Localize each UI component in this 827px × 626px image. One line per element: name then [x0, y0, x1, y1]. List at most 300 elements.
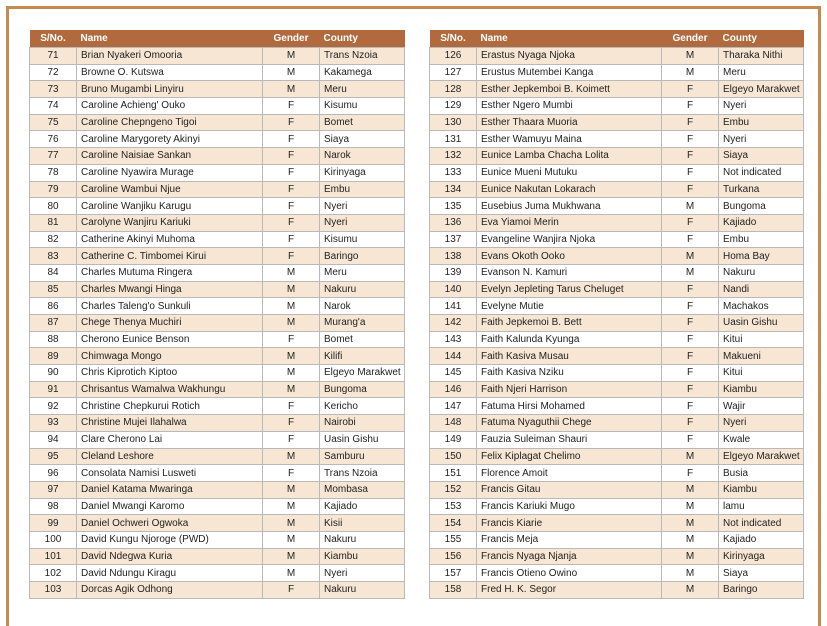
cell-name: Erustus Mutembei Kanga [477, 64, 662, 81]
cell-county: Kirinyaga [320, 164, 405, 181]
cell-name: Francis Otieno Owino [477, 565, 662, 582]
cell-gender: M [263, 448, 320, 465]
table-row [430, 481, 804, 498]
cell-sno: 143 [430, 331, 477, 348]
cell-county: Busia [719, 465, 804, 482]
cell-gender: M [263, 565, 320, 582]
cell-gender: M [263, 481, 320, 498]
cell-county: Elgeyo Marakwet [320, 365, 405, 382]
table-row [30, 531, 405, 548]
table-row [430, 515, 804, 532]
cell-county: Kiambu [320, 548, 405, 565]
table-row [430, 114, 804, 131]
cell-county: Siaya [719, 565, 804, 582]
table-row [30, 415, 405, 432]
table-row [430, 498, 804, 515]
cell-sno: 84 [30, 264, 77, 281]
cell-gender: F [662, 365, 719, 382]
cell-name: Chimwaga Mongo [77, 348, 263, 365]
cell-gender: M [263, 48, 320, 65]
cell-sno: 132 [430, 148, 477, 165]
cell-sno: 149 [430, 431, 477, 448]
table-row [430, 214, 804, 231]
cell-gender: F [263, 214, 320, 231]
table-row [430, 231, 804, 248]
cell-gender: F [263, 114, 320, 131]
table-row [430, 198, 804, 215]
cell-gender: F [263, 582, 320, 599]
table-row [430, 64, 804, 81]
cell-county: Meru [719, 64, 804, 81]
cell-sno: 158 [430, 582, 477, 599]
cell-name: Francis Kariuki Mugo [477, 498, 662, 515]
cell-county: Elgeyo Marakwet [719, 81, 804, 98]
cell-gender: M [662, 64, 719, 81]
cell-gender: M [263, 365, 320, 382]
cell-gender: F [662, 315, 719, 332]
table-row [430, 348, 804, 365]
cell-county: Kisumu [320, 98, 405, 115]
cell-gender: F [263, 198, 320, 215]
cell-gender: M [263, 315, 320, 332]
table-row [430, 465, 804, 482]
cell-gender: F [662, 348, 719, 365]
cell-sno: 103 [30, 582, 77, 599]
cell-gender: M [263, 381, 320, 398]
cell-county: Kajiado [719, 214, 804, 231]
table-row [30, 148, 405, 165]
table-row [30, 81, 405, 98]
cell-sno: 89 [30, 348, 77, 365]
cell-gender: F [263, 248, 320, 265]
cell-sno: 95 [30, 448, 77, 465]
cell-name: Consolata Namisi Lusweti [77, 465, 263, 482]
cell-sno: 142 [430, 315, 477, 332]
cell-name: Cherono Eunice Benson [77, 331, 263, 348]
cell-gender: F [263, 148, 320, 165]
table-row [430, 431, 804, 448]
cell-gender: F [662, 214, 719, 231]
cell-county: Meru [320, 81, 405, 98]
table-row [30, 431, 405, 448]
cell-sno: 129 [430, 98, 477, 115]
cell-sno: 83 [30, 248, 77, 265]
cell-gender: F [263, 98, 320, 115]
cell-name: Esther Ngero Mumbi [477, 98, 662, 115]
cell-sno: 138 [430, 248, 477, 265]
cell-sno: 144 [430, 348, 477, 365]
cell-name: Felix Kiplagat Chelimo [477, 448, 662, 465]
cell-sno: 75 [30, 114, 77, 131]
cell-sno: 96 [30, 465, 77, 482]
cell-sno: 79 [30, 181, 77, 198]
table-row [430, 181, 804, 198]
cell-sno: 135 [430, 198, 477, 215]
cell-county: Nakuru [719, 264, 804, 281]
cell-county: Elgeyo Marakwet [719, 448, 804, 465]
cell-sno: 128 [430, 81, 477, 98]
cell-county: Bungoma [320, 381, 405, 398]
cell-gender: M [662, 264, 719, 281]
cell-sno: 82 [30, 231, 77, 248]
header-gender: Gender [263, 30, 320, 48]
cell-gender: F [263, 181, 320, 198]
cell-gender: F [662, 331, 719, 348]
cell-county: Baringo [320, 248, 405, 265]
table-row [30, 315, 405, 332]
cell-sno: 157 [430, 565, 477, 582]
cell-gender: M [662, 48, 719, 65]
header-sno: S/No. [430, 30, 477, 48]
cell-name: Evelyne Mutie [477, 298, 662, 315]
table-row [430, 131, 804, 148]
cell-county: Not indicated [719, 515, 804, 532]
cell-gender: F [662, 398, 719, 415]
table-row [430, 398, 804, 415]
cell-county: Narok [320, 148, 405, 165]
table-row [30, 348, 405, 365]
cell-sno: 98 [30, 498, 77, 515]
cell-county: Nandi [719, 281, 804, 298]
cell-name: Brian Nyakeri Omooria [77, 48, 263, 65]
table-row [430, 315, 804, 332]
table-row [430, 548, 804, 565]
cell-sno: 133 [430, 164, 477, 181]
cell-county: Nyeri [719, 131, 804, 148]
cell-name: Esther Jepkemboi B. Koimett [477, 81, 662, 98]
cell-name: Charles Taleng'o Sunkuli [77, 298, 263, 315]
table-row [430, 281, 804, 298]
cell-gender: M [263, 81, 320, 98]
cell-gender: F [662, 148, 719, 165]
cell-county: Narok [320, 298, 405, 315]
cell-name: Evelyn Jepleting Tarus Cheluget [477, 281, 662, 298]
cell-sno: 87 [30, 315, 77, 332]
table-row [30, 48, 405, 65]
cell-gender: F [662, 131, 719, 148]
table-row [430, 264, 804, 281]
roster-table-left [29, 30, 405, 599]
cell-county: Nakuru [320, 281, 405, 298]
cell-county: Embu [719, 114, 804, 131]
cell-sno: 76 [30, 131, 77, 148]
cell-sno: 91 [30, 381, 77, 398]
cell-county: Samburu [320, 448, 405, 465]
cell-sno: 136 [430, 214, 477, 231]
cell-name: Eunice Nakutan Lokarach [477, 181, 662, 198]
cell-name: Evanson N. Kamuri [477, 264, 662, 281]
cell-name: Caroline Nyawira Murage [77, 164, 263, 181]
cell-sno: 146 [430, 381, 477, 398]
cell-name: Clare Cherono Lai [77, 431, 263, 448]
cell-county: Uasin Gishu [719, 315, 804, 332]
cell-county: Kilifi [320, 348, 405, 365]
table-row [30, 465, 405, 482]
cell-gender: F [662, 381, 719, 398]
table-row [430, 381, 804, 398]
cell-county: Trans Nzoia [320, 48, 405, 65]
cell-gender: M [662, 515, 719, 532]
cell-name: Daniel Katama Mwaringa [77, 481, 263, 498]
cell-name: Catherine Akinyi Muhoma [77, 231, 263, 248]
header-gender: Gender [662, 30, 719, 48]
cell-gender: M [662, 548, 719, 565]
cell-gender: M [662, 248, 719, 265]
cell-name: Eunice Lamba Chacha Lolita [477, 148, 662, 165]
cell-sno: 93 [30, 415, 77, 432]
table-row [30, 515, 405, 532]
cell-name: Charles Mwangi Hinga [77, 281, 263, 298]
table-row [30, 214, 405, 231]
cell-name: Caroline Marygorety Akinyi [77, 131, 263, 148]
cell-county: Homa Bay [719, 248, 804, 265]
header-sno: S/No. [30, 30, 77, 48]
table-row [30, 281, 405, 298]
cell-gender: F [662, 465, 719, 482]
cell-county: Not indicated [719, 164, 804, 181]
cell-sno: 86 [30, 298, 77, 315]
cell-name: Catherine C. Timbomei Kirui [77, 248, 263, 265]
cell-sno: 156 [430, 548, 477, 565]
cell-county: Embu [320, 181, 405, 198]
cell-gender: M [662, 531, 719, 548]
cell-county: Kajiado [719, 531, 804, 548]
table-row [430, 148, 804, 165]
cell-name: Christine Chepkurui Rotich [77, 398, 263, 415]
cell-name: Chege Thenya Muchiri [77, 315, 263, 332]
cell-gender: F [662, 81, 719, 98]
cell-county: Kiambu [719, 381, 804, 398]
cell-gender: M [263, 515, 320, 532]
cell-sno: 139 [430, 264, 477, 281]
cell-sno: 140 [430, 281, 477, 298]
table-row [430, 81, 804, 98]
cell-gender: M [263, 348, 320, 365]
cell-name: Faith Kalunda Kyunga [477, 331, 662, 348]
cell-county: Kwale [719, 431, 804, 448]
cell-county: Tharaka Nithi [719, 48, 804, 65]
cell-county: Machakos [719, 298, 804, 315]
table-row [430, 565, 804, 582]
cell-name: Cleland Leshore [77, 448, 263, 465]
cell-name: Erastus Nyaga Njoka [477, 48, 662, 65]
header-name: Name [477, 30, 662, 48]
cell-sno: 148 [430, 415, 477, 432]
cell-sno: 73 [30, 81, 77, 98]
cell-gender: M [662, 498, 719, 515]
table-row [30, 98, 405, 115]
cell-sno: 74 [30, 98, 77, 115]
cell-county: Nyeri [719, 98, 804, 115]
cell-county: Nairobi [320, 415, 405, 432]
table-row [30, 448, 405, 465]
cell-sno: 78 [30, 164, 77, 181]
cell-name: Caroline Wambui Njue [77, 181, 263, 198]
cell-sno: 97 [30, 481, 77, 498]
cell-county: Turkana [719, 181, 804, 198]
cell-county: Bungoma [719, 198, 804, 215]
cell-sno: 147 [430, 398, 477, 415]
cell-name: Francis Meja [477, 531, 662, 548]
cell-gender: F [662, 431, 719, 448]
cell-county: Kitui [719, 331, 804, 348]
cell-sno: 130 [430, 114, 477, 131]
cell-sno: 151 [430, 465, 477, 482]
cell-sno: 101 [30, 548, 77, 565]
cell-sno: 77 [30, 148, 77, 165]
table-row [30, 131, 405, 148]
table-row [430, 582, 804, 599]
cell-name: Fatuma Nyaguthii Chege [477, 415, 662, 432]
cell-county: Baringo [719, 582, 804, 599]
table-row [30, 264, 405, 281]
cell-gender: F [263, 164, 320, 181]
header-county: County [719, 30, 804, 48]
cell-sno: 154 [430, 515, 477, 532]
cell-gender: M [263, 548, 320, 565]
cell-name: Chrisantus Wamalwa Wakhungu [77, 381, 263, 398]
table-row [430, 415, 804, 432]
cell-gender: F [662, 281, 719, 298]
cell-county: Kakamega [320, 64, 405, 81]
cell-name: Fauzia Suleiman Shauri [477, 431, 662, 448]
cell-county: Bomet [320, 114, 405, 131]
cell-name: Faith Njeri Harrison [477, 381, 662, 398]
cell-gender: M [662, 565, 719, 582]
cell-name: Faith Kasiva Musau [477, 348, 662, 365]
table-row [30, 248, 405, 265]
cell-gender: F [662, 231, 719, 248]
table-row [30, 548, 405, 565]
cell-gender: F [662, 415, 719, 432]
cell-name: Caroline Naisiae Sankan [77, 148, 263, 165]
cell-name: Francis Gitau [477, 481, 662, 498]
table-row [430, 98, 804, 115]
cell-sno: 145 [430, 365, 477, 382]
cell-name: Fatuma Hirsi Mohamed [477, 398, 662, 415]
cell-name: Esther Thaara Muoria [477, 114, 662, 131]
cell-gender: M [263, 64, 320, 81]
cell-county: Trans Nzoia [320, 465, 405, 482]
cell-gender: F [263, 131, 320, 148]
cell-sno: 71 [30, 48, 77, 65]
cell-gender: F [263, 415, 320, 432]
table-row [430, 448, 804, 465]
table-header-row [430, 30, 804, 48]
cell-sno: 90 [30, 365, 77, 382]
cell-county: Kitui [719, 365, 804, 382]
cell-name: Francis Kiarie [477, 515, 662, 532]
table-row [30, 498, 405, 515]
cell-name: Faith Jepkemoi B. Bett [477, 315, 662, 332]
cell-name: Chris Kiprotich Kiptoo [77, 365, 263, 382]
cell-county: Nyeri [719, 415, 804, 432]
cell-sno: 81 [30, 214, 77, 231]
table-row [430, 331, 804, 348]
cell-gender: F [662, 98, 719, 115]
cell-gender: M [263, 498, 320, 515]
cell-name: Caroline Achieng' Ouko [77, 98, 263, 115]
table-row [30, 582, 405, 599]
cell-gender: F [662, 181, 719, 198]
cell-name: Evangeline Wanjira Njoka [477, 231, 662, 248]
cell-sno: 85 [30, 281, 77, 298]
cell-sno: 127 [430, 64, 477, 81]
cell-county: Siaya [320, 131, 405, 148]
cell-name: Charles Mutuma Ringera [77, 264, 263, 281]
table-row [30, 381, 405, 398]
cell-gender: F [662, 114, 719, 131]
cell-gender: F [263, 331, 320, 348]
cell-county: Murang'a [320, 315, 405, 332]
cell-sno: 137 [430, 231, 477, 248]
table-row [30, 565, 405, 582]
cell-gender: F [263, 431, 320, 448]
table-row [430, 298, 804, 315]
table-header-row [30, 30, 405, 48]
cell-name: Caroline Chepngeno Tigoi [77, 114, 263, 131]
table-row [430, 531, 804, 548]
cell-sno: 80 [30, 198, 77, 215]
cell-name: Evans Okoth Ooko [477, 248, 662, 265]
roster-table-right [429, 30, 804, 599]
cell-sno: 155 [430, 531, 477, 548]
table-row [430, 164, 804, 181]
table-row [30, 114, 405, 131]
cell-sno: 92 [30, 398, 77, 415]
cell-name: Dorcas Agik Odhong [77, 582, 263, 599]
cell-sno: 102 [30, 565, 77, 582]
cell-gender: M [263, 298, 320, 315]
table-row [30, 231, 405, 248]
cell-sno: 88 [30, 331, 77, 348]
cell-name: Caroline Wanjiku Karugu [77, 198, 263, 215]
cell-county: Kisii [320, 515, 405, 532]
cell-name: Eva Yiamoi Merin [477, 214, 662, 231]
cell-name: David Kungu Njoroge (PWD) [77, 531, 263, 548]
cell-name: Florence Amoit [477, 465, 662, 482]
cell-name: David Ndungu Kiragu [77, 565, 263, 582]
cell-gender: F [662, 164, 719, 181]
table-row [30, 398, 405, 415]
cell-name: David Ndegwa Kuria [77, 548, 263, 565]
cell-sno: 126 [430, 48, 477, 65]
cell-county: Nyeri [320, 198, 405, 215]
cell-name: Fred H. K. Segor [477, 582, 662, 599]
cell-name: Francis Nyaga Njanja [477, 548, 662, 565]
cell-county: Wajir [719, 398, 804, 415]
cell-county: Embu [719, 231, 804, 248]
cell-county: Kisumu [320, 231, 405, 248]
cell-gender: M [263, 281, 320, 298]
table-row [30, 198, 405, 215]
cell-county: Nakuru [320, 582, 405, 599]
table-row [430, 248, 804, 265]
cell-name: Eusebius Juma Mukhwana [477, 198, 662, 215]
cell-name: Carolyne Wanjiru Kariuki [77, 214, 263, 231]
cell-name: Bruno Mugambi Linyiru [77, 81, 263, 98]
cell-county: Kirinyaga [719, 548, 804, 565]
cell-gender: M [263, 264, 320, 281]
cell-gender: M [662, 481, 719, 498]
cell-sno: 131 [430, 131, 477, 148]
cell-county: Kericho [320, 398, 405, 415]
cell-county: Kiambu [719, 481, 804, 498]
cell-sno: 141 [430, 298, 477, 315]
table-row [30, 298, 405, 315]
cell-name: Faith Kasiva Nziku [477, 365, 662, 382]
table-row [30, 64, 405, 81]
